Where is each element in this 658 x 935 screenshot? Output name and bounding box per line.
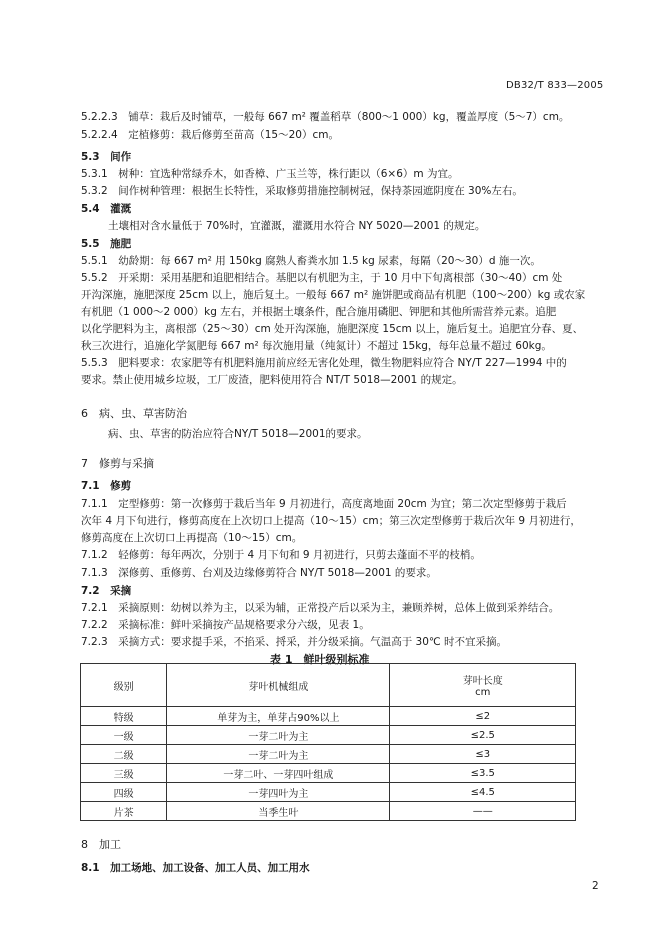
table-caption: 表 1 鲜叶级别标准: [270, 653, 370, 666]
clause-7-1-1-line3: 修剪高度在上次切口上再提高（10～15）cm。: [81, 532, 303, 544]
clause-5-3-1: 5.3.1 树种：宜选种常绿乔木，如香樟、广玉兰等，株行距以（6×6）m 为宜。: [81, 168, 459, 180]
length-cell: ≤4.5: [390, 783, 576, 802]
table-row: [81, 745, 576, 764]
table-row: [81, 764, 576, 783]
heading-7-1: 7.1 修剪: [81, 480, 132, 492]
clause-5-5-2-line5: 秋三次进行，追施化学氮肥每 667 m² 每次施用量（纯氮计）不超过 15kg，每年总量不超过 60kg。: [81, 340, 552, 352]
grade-cell: 二级: [81, 745, 167, 764]
heading-5-3: 5.3 间作: [81, 151, 132, 163]
grade-cell: 四级: [81, 783, 167, 802]
clause-7-1-1-line2: 次年 4 月下旬进行，修剪高度在上次切口上提高（10～15）cm；第三次定型修剪于栽后次年 9 月初进行，: [81, 515, 581, 527]
clause-7-1-2: 7.1.2 轻修剪：每年两次，分别于 4 月下旬和 9 月初进行，只剪去蓬面不平的枝梢。: [81, 549, 481, 561]
paragraph-irrigation: 土壤相对含水量低于 70%时，宜灌溉，灌溉用水符合 NY 5020—2001 的规定。: [108, 220, 486, 232]
clause-5-3-2: 5.3.2 间作树种管理：根据生长特性，采取修剪措施控制树冠，保持茶园遮阴度在 30%左右。: [81, 185, 523, 197]
document-id: DB32/T 833—2005: [506, 80, 604, 91]
heading-5-4: 5.4 灌溉: [81, 203, 132, 215]
clause-5-5-1: 5.5.1 幼龄期：每 667 m² 用 150kg 腐熟人畜粪水加 1.5 kg 尿素，每隔（20～30）d 施一次。: [81, 255, 541, 267]
composition-cell: 一芽二叶为主: [167, 726, 390, 745]
header-grade: 级别: [81, 664, 167, 707]
section-8-heading: 8 加工: [81, 838, 121, 851]
section-6-heading: 6 病、虫、草害防治: [81, 407, 187, 420]
clause-5-5-2-line2: 开沟深施，施肥深度 25cm 以上，施后复土。一般每 667 m² 施饼肥或商品有机肥（100～200）kg 或农家: [81, 289, 586, 301]
clause-5-5-2-line3: 有机肥（1 000～2 000）kg 左右，并根据土壤条件，配合施用磷肥、钾肥和其他所需营养元素。追肥: [81, 306, 557, 318]
clause-7-1-3: 7.1.3 深修剪、重修剪、台刈及边缘修剪符合 NY/T 5018—2001 的要求。: [81, 567, 437, 579]
heading-5-5: 5.5 施肥: [81, 238, 132, 250]
length-cell: ≤2.5: [390, 726, 576, 745]
clause-5-5-3-line1: 5.5.3 肥料要求：农家肥等有机肥料施用前应经无害化处理，微生物肥料应符合 NY/T 227—1994 中的: [81, 357, 567, 369]
header-length-label: 芽叶长度: [462, 676, 503, 687]
clause-7-2-2: 7.2.2 采摘标准：鲜叶采摘按产品规格要求分六级，见表 1。: [81, 619, 370, 631]
clause-5-5-2-line1: 5.5.2 开采期：采用基肥和追肥相结合。基肥以有机肥为主，于 10 月中下旬离根部（30～40）cm 处: [81, 272, 563, 284]
table-row: [81, 707, 576, 726]
clause-5-5-3-line2: 要求。禁止使用城乡垃圾，工厂废渣，肥料使用符合 NT/T 5018—2001 的规定。: [81, 374, 463, 386]
composition-cell: 一芽二叶为主: [167, 745, 390, 764]
paragraph-pest-control: 病、虫、草害的防治应符合NY/T 5018—2001的要求。: [108, 428, 368, 440]
clause-5-2-2-4: 5.2.2.4 定植修剪：栽后修剪至苗高（15～20）cm。: [81, 129, 339, 141]
heading-8-1: 8.1 加工场地、加工设备、加工人员、加工用水: [81, 862, 310, 874]
table-row: [81, 802, 576, 821]
clause-7-2-3: 7.2.3 采摘方式：要求提手采，不掐采、捋采，并分级采摘。气温高于 30℃ 时不宜采摘。: [81, 636, 508, 648]
header-length-unit: cm: [475, 687, 491, 698]
clause-7-2-1: 7.2.1 采摘原则：幼树以养为主，以采为辅，正常投产后以采为主，兼顾养树，总体上做到采养结合。: [81, 602, 560, 614]
section-7-heading: 7 修剪与采摘: [81, 457, 154, 470]
heading-7-2: 7.2 采摘: [81, 585, 132, 597]
page-number: 2: [592, 880, 599, 892]
table-row: [81, 783, 576, 802]
fresh-leaf-grade-table: [80, 663, 576, 821]
length-cell: ——: [390, 802, 576, 821]
composition-cell: 单芽为主，单芽占90%以上: [167, 707, 390, 726]
length-cell: ≤3: [390, 745, 576, 764]
table-row: [81, 726, 576, 745]
grade-cell: 一级: [81, 726, 167, 745]
length-cell: ≤2: [390, 707, 576, 726]
grade-cell: 特级: [81, 707, 167, 726]
grade-cell: 三级: [81, 764, 167, 783]
clause-7-1-1-line1: 7.1.1 定型修剪：第一次修剪于栽后当年 9 月初进行，高度离地面 20cm 为宜；第二次定型修剪于栽后: [81, 498, 567, 510]
header-composition: 芽叶机械组成: [167, 664, 390, 707]
composition-cell: 一芽二叶、一芽四叶组成: [167, 764, 390, 783]
table-header-row: [81, 664, 576, 707]
composition-cell: 一芽四叶为主: [167, 783, 390, 802]
clause-5-2-2-3: 5.2.2.3 铺草：栽后及时铺草，一般每 667 m² 覆盖稻草（800～1 000）kg，覆盖厚度（5～7）cm。: [81, 111, 570, 123]
composition-cell: 当季生叶: [167, 802, 390, 821]
clause-5-5-2-line4: 以化学肥料为主，离根部（25～30）cm 处开沟深施，施肥深度 15cm 以上，施后复土。追肥宜分春、夏、: [81, 323, 584, 335]
header-length: [390, 664, 576, 707]
length-cell: ≤3.5: [390, 764, 576, 783]
grade-cell: 片茶: [81, 802, 167, 821]
